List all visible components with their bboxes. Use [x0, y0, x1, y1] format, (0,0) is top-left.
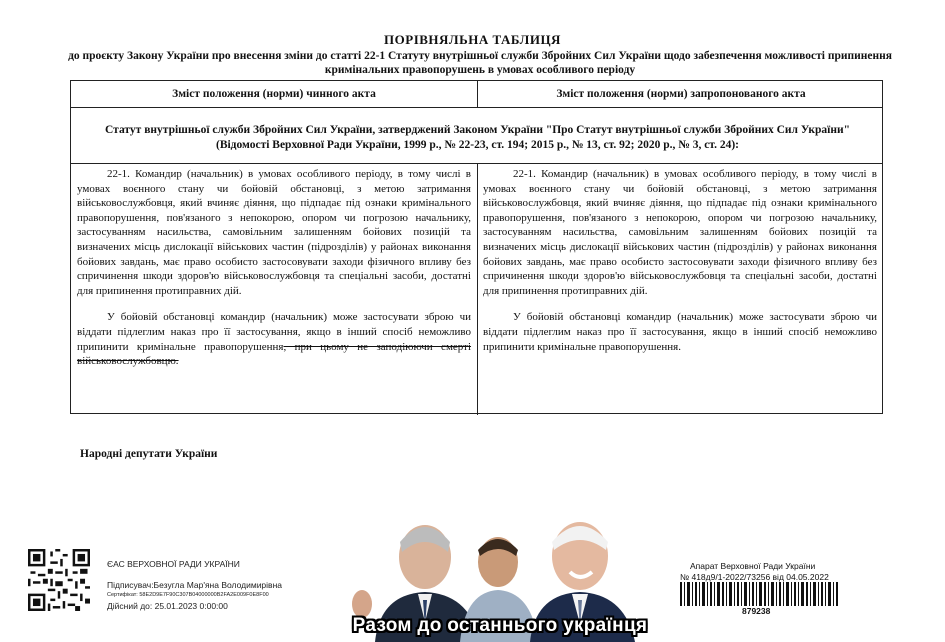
registry-reference: № 418д9/1-2022/73256 від 04.05.2022 [680, 572, 829, 582]
statute-reference: Статут внутрішньої служби Збройних Сил України, затверджений Законом України "Про Статут внутрішньої служби Збройних Сил України" (Відомості Верховної Ради України, 1999 р., № 22-23, ст. 194; 2015 р., № 13, ст. 92; 2020 р., № 3, ст. 24): [105, 124, 850, 151]
proposed-paragraph-2: У бойовій обстановці командир (начальник) може застосувати зброю чи віддати підлеглим наказ про її застосування, якщо в інший спосіб неможливо припинити кримінальне правопорушення. [483, 311, 877, 353]
current-paragraph-2-text: У бойовій обстановці командир (начальник) може застосувати зброю чи віддати підлеглим наказ про її застосування, якщо в інший спосіб неможливо припинити кримінальне правопорушення [77, 311, 471, 353]
struck-text: , при цьому не заподіюючи смерті військовослужбовцю. [77, 340, 472, 368]
document-title: ПОРІВНЯЛЬНА ТАБЛИЦЯ [384, 32, 561, 47]
table-divider [71, 107, 882, 108]
registry-organization: Апарат Верховної Ради України [690, 561, 816, 571]
barcode-number: 879238 [742, 606, 771, 616]
document-subtitle: до проєкту Закону України про внесення зміни до статті 22-1 Статуту внутрішньої служби Збройних Сил України щодо забезпечення можливості припинення кримінальних правопорушень в умовах особливого періоду [68, 50, 892, 76]
signature-system: ЄАС ВЕРХОВНОЇ РАДИ УКРАЇНИ [107, 559, 240, 569]
qr-code-icon [28, 549, 90, 611]
signature-line: Народні депутати України [80, 448, 218, 460]
proposed-paragraph-1: 22-1. Командир (начальник) в умовах особливого періоду, в тому числі в умовах воєнного стану чи бойовій обстановці, з метою затримання військовослужбовця, який вчиняє діяння, що підпадає під ознаки кримінального правопорушення, пов'язаного з непокорою, опором чи погрозою начальнику, застосуванням насильства, самовільним залишенням бойових позицій та визначених місць дислокації військових частин (підрозділів) у районах виконання бойових завдань, має право особисто застосовувати заходи фізичного впливу без спричинення шкоди здоров'ю військовослужбовця та спеціальні засоби, достатні для припинення протиправних дій. [483, 168, 877, 297]
certificate-validity: Дійсний до: 25.01.2023 0:00:00 [107, 601, 228, 611]
current-text [77, 167, 471, 369]
column-divider [477, 163, 478, 415]
meme-caption: Разом до останнього українця [352, 615, 648, 636]
proposed-text [483, 167, 877, 354]
header-current: Зміст положення (норми) чинного акта [172, 88, 376, 100]
signer-name: Підписувач:Безугла Мар'яна Володимирівна [107, 580, 282, 590]
certificate-id: Сертифікат: 58E2D9E7F90C307B04000000B2FA2E009F0E8F00 [107, 592, 269, 598]
header-proposed: Зміст положення (норми) запропонованого акта [556, 88, 806, 100]
comparison-table [70, 80, 883, 414]
barcode-icon [680, 582, 840, 606]
current-paragraph-1: 22-1. Командир (начальник) в умовах особливого періоду, в тому числі в умовах воєнного стану чи бойовій обстановці, з метою затримання військовослужбовця, який вчиняє діяння, що підпадає під ознаки кримінального правопорушення, пов'язаного з непокорою, опором чи погрозою начальнику, застосуванням насильства, самовільним залишенням бойових позицій та визначених місць дислокації військових частин (підрозділів) у районах виконання бойових завдань, має право особисто застосовувати заходи фізичного впливу без спричинення шкоди здоров'ю військовослужбовця та спеціальні засоби, достатні для припинення протиправних дій. [77, 168, 471, 297]
current-paragraph-2 [77, 310, 471, 368]
